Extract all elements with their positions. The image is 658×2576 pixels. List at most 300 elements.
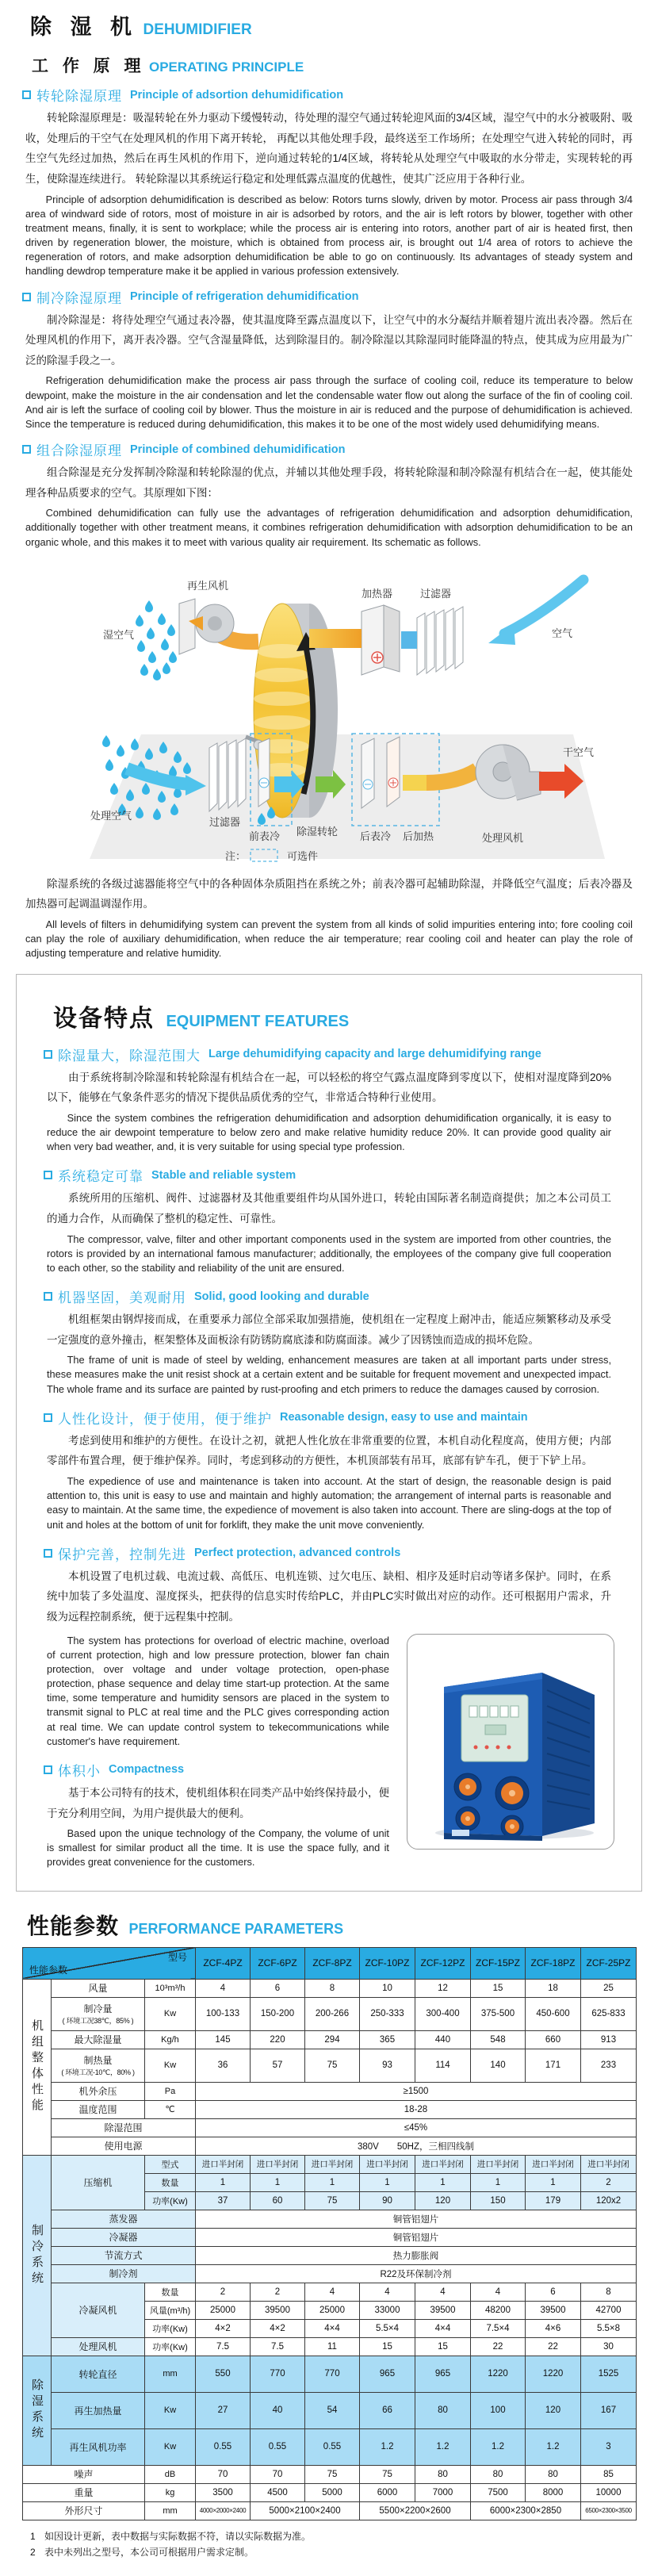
table-cell: 380V 50HZ，三相四线制 bbox=[196, 2137, 637, 2155]
label-filter-bottom: 过滤器 bbox=[209, 815, 241, 828]
air-inlet-arrow-icon bbox=[504, 580, 583, 634]
label-heater: 加热器 bbox=[362, 587, 393, 600]
paragraph-en: Combined dehumidification can fully use the advantages of refrigeration dehumidification and adsorption dehumidification, additionally together with other treatment means, it combines refrigeration dehumidification with adsorption dehumidification to be an organic whole, and this makes it to meet with various quality air requirement. Its schematic as follows. bbox=[25, 507, 633, 548]
table-cell: 0.55 bbox=[251, 2428, 305, 2465]
square-bullet-icon bbox=[44, 1171, 52, 1179]
feature-title-cn: 系统稳定可靠 bbox=[58, 1169, 143, 1185]
section-title-en: Principle of adsortion dehumidification bbox=[130, 88, 344, 102]
table-cell: 93 bbox=[360, 2049, 415, 2082]
dehumidification-schematic bbox=[54, 556, 636, 871]
table-cell: 节流方式 bbox=[52, 2246, 196, 2264]
table-cell: 风量 bbox=[52, 1979, 145, 1997]
table-cell: 5000×2100×2400 bbox=[251, 2501, 360, 2520]
table-cell: 27 bbox=[196, 2392, 251, 2428]
table-cell: 1 bbox=[471, 2173, 526, 2191]
table-cell: 7.5 bbox=[251, 2337, 305, 2356]
filter-top-icon bbox=[417, 607, 463, 675]
table-cell: 22 bbox=[471, 2337, 526, 2356]
table-cell: 120 bbox=[526, 2392, 581, 2428]
features-heading bbox=[53, 999, 614, 1033]
label-rear-cooling: 后表冷 bbox=[360, 830, 392, 842]
table-cell: 0.55 bbox=[305, 2428, 360, 2465]
table-cell: 12 bbox=[415, 1979, 471, 1997]
product-photo-frame bbox=[407, 1634, 614, 1850]
feature-solid bbox=[44, 1286, 614, 1397]
table-cell: 75 bbox=[305, 2191, 360, 2210]
table-cell: 噪声 bbox=[23, 2465, 145, 2483]
dehumidifier-unit-image bbox=[415, 1643, 606, 1841]
table-cell: 770 bbox=[251, 2356, 305, 2392]
table-cell: 1220 bbox=[471, 2356, 526, 2392]
table-cell: 4×4 bbox=[415, 2319, 471, 2337]
table-cell: Pa bbox=[145, 2082, 196, 2100]
table-cell: 4500 bbox=[251, 2483, 305, 2501]
table-cell: 热力膨胀阀 bbox=[196, 2246, 637, 2264]
table-cell: 转轮直径 bbox=[52, 2356, 145, 2392]
equipment-features-box bbox=[16, 974, 642, 1892]
table-cell: 8 bbox=[581, 2283, 637, 2301]
table-cell: 7000 bbox=[415, 2483, 471, 2501]
corner-params-label: 性能参数 bbox=[29, 1964, 68, 1976]
table-cell: 25000 bbox=[305, 2301, 360, 2319]
table-cell: 25 bbox=[581, 1979, 637, 1997]
footnote bbox=[30, 2544, 636, 2560]
table-cell: 48200 bbox=[471, 2301, 526, 2319]
table-cell: 4×6 bbox=[526, 2319, 581, 2337]
table-cell: 625-833 bbox=[581, 1997, 637, 2030]
table-cell: 300-400 bbox=[415, 1997, 471, 2030]
table-cell: 18 bbox=[526, 1979, 581, 1997]
table-cell: 965 bbox=[360, 2356, 415, 2392]
table-cell: 1.2 bbox=[471, 2428, 526, 2465]
table-cell: 548 bbox=[471, 2030, 526, 2049]
table-cell: 3 bbox=[581, 2428, 637, 2465]
table-cell: 120 bbox=[415, 2191, 471, 2210]
table-cell: 7.5×4 bbox=[471, 2319, 526, 2337]
page-title bbox=[30, 10, 636, 40]
square-bullet-icon bbox=[44, 1292, 52, 1301]
table-cell: 10³m³/h bbox=[145, 1979, 196, 1997]
table-row bbox=[23, 2118, 637, 2137]
table-cell: 进口半封闭 bbox=[305, 2155, 360, 2173]
table-cell: 171 bbox=[526, 2049, 581, 2082]
section-title-cn: 组合除湿原理 bbox=[36, 443, 122, 459]
table-cell: 4 bbox=[471, 2283, 526, 2301]
table-cell: 3500 bbox=[196, 2483, 251, 2501]
table-cell: 70 bbox=[251, 2465, 305, 2483]
feature-body-cn: 系统所用的压缩机、阀件、过滤器材及其他重要组件均从国外进口，转轮由国际著名制造商提供；加之本公司员工的通力合作，从而确保了整机的稳定性、可靠性。 bbox=[47, 1192, 611, 1225]
table-row bbox=[23, 2228, 637, 2246]
table-cell: 39500 bbox=[526, 2301, 581, 2319]
table-cell: 2 bbox=[251, 2283, 305, 2301]
table-cell: 数量 bbox=[145, 2283, 196, 2301]
table-cell: 36 bbox=[196, 2049, 251, 2082]
feature-title-cn: 体积小 bbox=[58, 1763, 101, 1779]
table-cell: 15 bbox=[471, 1979, 526, 1997]
table-cell: 使用电源 bbox=[52, 2137, 196, 2155]
table-cell: ≤45% bbox=[196, 2118, 637, 2137]
operating-principle-heading bbox=[32, 53, 636, 77]
table-cell: 80 bbox=[526, 2465, 581, 2483]
feature-title-en: Compactness bbox=[109, 1763, 185, 1777]
table-cell: 114 bbox=[415, 2049, 471, 2082]
footnote-number: 1 bbox=[30, 2530, 36, 2542]
table-row bbox=[23, 2049, 637, 2082]
feature-title-en: Reasonable design, easy to use and maintain bbox=[280, 1411, 528, 1424]
table-cell: 75 bbox=[305, 2465, 360, 2483]
feature-title-en: Large dehumidifying capacity and large dehumidifying range bbox=[208, 1048, 541, 1061]
model-column-header: ZCF-6PZ bbox=[251, 1947, 305, 1979]
note-label: 注： bbox=[225, 849, 247, 862]
table-cell: 1 bbox=[415, 2173, 471, 2191]
table-cell: 4 bbox=[415, 2283, 471, 2301]
table-cell: 15 bbox=[360, 2337, 415, 2356]
table-cell: kg bbox=[145, 2483, 196, 2501]
table-cell: 1.2 bbox=[526, 2428, 581, 2465]
table-cell: 4×4 bbox=[305, 2319, 360, 2337]
table-cell: 37 bbox=[196, 2191, 251, 2210]
model-column-header: ZCF-12PZ bbox=[415, 1947, 471, 1979]
feature-title-en: Stable and reliable system bbox=[151, 1168, 296, 1182]
table-cell: 6000 bbox=[360, 2483, 415, 2501]
label-rear-heating: 后加热 bbox=[403, 830, 434, 842]
table-cell: 39500 bbox=[415, 2301, 471, 2319]
table-cell: 54 bbox=[305, 2392, 360, 2428]
table-row bbox=[23, 2356, 637, 2392]
table-header-row bbox=[23, 1947, 637, 1979]
feature-body-en: The frame of unit is made of steel by welding, enhancement measures are taken at all important parts under stress, these measures make the unit resist shock at a certain extent and be suitable for frequent movement and unexpected impact. The whole frame and its surface are painted by rust-proofing and etch primers to reduce the damages caused by corrosion. bbox=[47, 1354, 611, 1395]
performance-heading-en: PERFORMANCE PARAMETERS bbox=[128, 1920, 344, 1937]
table-cell: 40 bbox=[251, 2392, 305, 2428]
operating-principle-en: OPERATING PRINCIPLE bbox=[148, 59, 304, 75]
table-cell: 再生风机功率 bbox=[52, 2428, 145, 2465]
feature-title-cn: 除湿量大，除湿范围大 bbox=[58, 1048, 201, 1064]
table-cell: 5000 bbox=[305, 2483, 360, 2501]
table-cell: Kw bbox=[145, 2392, 196, 2428]
table-cell: 2 bbox=[196, 2283, 251, 2301]
table-cell: 25000 bbox=[196, 2301, 251, 2319]
table-cell: 450-600 bbox=[526, 1997, 581, 2030]
table-cell: 4 bbox=[360, 2283, 415, 2301]
table-cell: 1 bbox=[360, 2173, 415, 2191]
table-cell: 6500×2300×3500 bbox=[581, 2501, 637, 2520]
table-cell: 1 bbox=[526, 2173, 581, 2191]
table-cell: 处理风机 bbox=[52, 2337, 145, 2356]
table-cell: 145 bbox=[196, 2030, 251, 2049]
table-cell: 80 bbox=[415, 2392, 471, 2428]
table-cell: Kw bbox=[145, 2049, 196, 2082]
table-cell: 75 bbox=[305, 2049, 360, 2082]
feature-body-cn: 基于本公司特有的技术，使机组体积在同类产品中始终保持最小，便于充分利用空间，为用户提供最大的便利。 bbox=[47, 1786, 389, 1819]
square-bullet-icon bbox=[44, 1050, 52, 1059]
table-cell: 60 bbox=[251, 2191, 305, 2210]
table-cell: 42700 bbox=[581, 2301, 637, 2319]
table-cell: 85 bbox=[581, 2465, 637, 2483]
table-row bbox=[23, 2483, 637, 2501]
feature-body-en: The expedience of use and maintenance is taken into account. At the start of design, the reasonable design is paid attention to, this unit is easy to use and maintain and highly automation; the arrangement of internal parts is reasonable and easy to maintain. At the same time, the expedience of movement is also taken into account. There are sling-dogs at the top of unit and holes at the bottom of unit for forklift, they make the unit move conveniently. bbox=[47, 1475, 611, 1531]
table-cell: 1525 bbox=[581, 2356, 637, 2392]
section-title-cn: 制冷除湿原理 bbox=[36, 290, 122, 306]
table-cell: mm bbox=[145, 2356, 196, 2392]
table-cell: 6000×2300×2850 bbox=[471, 2501, 581, 2520]
table-cell: 最大除湿量 bbox=[52, 2030, 145, 2049]
table-cell: 温度范围 bbox=[52, 2100, 145, 2118]
schematic-svg bbox=[54, 556, 609, 867]
table-cell: 57 bbox=[251, 2049, 305, 2082]
table-row bbox=[23, 2392, 637, 2428]
table-cell: 7.5 bbox=[196, 2337, 251, 2356]
features-heading-cn: 设备特点 bbox=[53, 1005, 155, 1032]
table-cell: 5.5×4 bbox=[360, 2319, 415, 2337]
table-cell: 铜管铝翅片 bbox=[196, 2210, 637, 2228]
model-column-header: ZCF-15PZ bbox=[471, 1947, 526, 1979]
paragraph-en: Principle of adsorption dehumidification is described as below: Rotors turns slowly, driven by motor. Process air pass through 3/4 area of windward side of rotors, most of moisture in air is adsorbed by rotors, and the air is left rotors by blower, together with other treatment means, finally, it is sent to workplace; while the process air is entering into rotors, another part of air is heated first, then driven by regeneration blower, the moisture, which is obtained from process air, is brought out 1/4 area of rotors to achieve the regeneration of rotors, and make adsorption dehumidification be able to go on continuously. Its advantages of steady system and handling dewdrop temperature make it be applied in various profession extensively. bbox=[25, 193, 633, 278]
table-cell: ℃ bbox=[145, 2100, 196, 2118]
table-row bbox=[23, 2155, 637, 2173]
label-air: 空气 bbox=[552, 627, 573, 639]
table-row bbox=[23, 2082, 637, 2100]
table-cell: 4 bbox=[196, 1979, 251, 1997]
table-row bbox=[23, 2501, 637, 2520]
table-row bbox=[23, 2337, 637, 2356]
table-cell: 2 bbox=[581, 2173, 637, 2191]
table-cell: 8 bbox=[305, 1979, 360, 1997]
performance-heading bbox=[27, 1909, 636, 1941]
table-cell: 100-133 bbox=[196, 1997, 251, 2030]
table-row bbox=[23, 2137, 637, 2155]
feature-title-en: Perfect protection, advanced controls bbox=[194, 1547, 401, 1560]
table-cell: 进口半封闭 bbox=[360, 2155, 415, 2173]
label-wet-air: 湿空气 bbox=[103, 628, 135, 641]
table-cell: 167 bbox=[581, 2392, 637, 2428]
paragraph-cn: 制冷除湿是：将待处理空气通过表冷器，使其温度降至露点温度以下，让空气中的水分凝结并顺着翅片流出表冷器。然后在处理风机的作用下，离开表冷器。空气含湿量降低，达到除湿目的。制冷除湿以其除湿同时能降温的特点，使其成为应用最为广泛的除湿手段之一。 bbox=[25, 313, 633, 366]
table-cell: 外形尺寸 bbox=[23, 2501, 145, 2520]
square-bullet-icon bbox=[44, 1765, 52, 1774]
table-cell: 140 bbox=[471, 2049, 526, 2082]
performance-table-body bbox=[23, 1979, 637, 2520]
table-row bbox=[23, 2428, 637, 2465]
table-cell: 75 bbox=[360, 2465, 415, 2483]
section-header-refrigeration bbox=[22, 287, 636, 307]
square-bullet-icon bbox=[22, 90, 31, 99]
table-cell: 制冷系统 bbox=[23, 2155, 52, 2356]
wet-air-droplets bbox=[136, 600, 177, 680]
table-cell: 4 bbox=[305, 2283, 360, 2301]
table-cell: 制冷剂 bbox=[52, 2264, 196, 2283]
feature-body-en: The system has protections for overload of electric machine, overload of current protection, high and low pressure protection, blower fan chain protection, over voltage and under voltage protection, open-phase protection, phase sequence and delay time start-up protection. At the same time, some temperature and humidity sensors are placed in the system to transmit signal to PLC at real time and the PLC gives corresponding action at real time. We can update control system to tekecommunications while customer's have requirement. bbox=[47, 1634, 389, 1747]
table-row bbox=[23, 2030, 637, 2049]
table-cell: 70 bbox=[196, 2465, 251, 2483]
table-cell: 294 bbox=[305, 2030, 360, 2049]
feature-body-cn: 本机设置了电机过载、电流过载、高低压、电机连锁、过欠电压、缺相、相序及延时启动等诸多保护。同时，在系统中加装了多处温度、湿度探头，把获得的信息实时传给PLC，并由PLC实时做出对应的动作。还可根据用户需求，升级为远程控制系统，便于远程集中控制。 bbox=[47, 1570, 611, 1623]
feature-title-cn: 人性化设计，便于使用，便于维护 bbox=[58, 1411, 272, 1427]
table-cell: Kw bbox=[145, 1997, 196, 2030]
note-optional-label: 可选件 bbox=[287, 849, 319, 862]
feature-body-cn: 由于系统将制冷除湿和转轮除湿有机结合在一起，可以轻松的将空气露点温度降到零度以下，使相对湿度降到20%以下，能够在气象条件恶劣的情况下提供品质优秀的空气，非常适合特种行业使用。 bbox=[47, 1071, 611, 1104]
table-cell: 风量(m³/h) bbox=[145, 2301, 196, 2319]
feature-stable bbox=[44, 1165, 614, 1275]
feature-body-en: The compressor, valve, filter and other important components used in the system are imported from other countries, the rotors is provided by an international famous manufacturer; additionally, the employees of the company give full cooperation to each other, so the stability and reliability of the unit are ensured. bbox=[47, 1232, 611, 1274]
model-column-header: ZCF-8PZ bbox=[305, 1947, 360, 1979]
table-cell: 进口半封闭 bbox=[471, 2155, 526, 2173]
table-cell: 铜管铝翅片 bbox=[196, 2228, 637, 2246]
footnote-text: 如因设计更新，表中数据与实际数据不符，请以实际数据为准。 bbox=[44, 2530, 312, 2542]
table-cell: 10 bbox=[360, 1979, 415, 1997]
table-corner-cell bbox=[23, 1947, 196, 1979]
table-cell: 33000 bbox=[360, 2301, 415, 2319]
model-column-header: ZCF-18PZ bbox=[526, 1947, 581, 1979]
table-cell: 1220 bbox=[526, 2356, 581, 2392]
page-title-en: DEHUMIDIFIER bbox=[143, 21, 252, 38]
table-cell: 1.2 bbox=[360, 2428, 415, 2465]
section-title-cn: 转轮除湿原理 bbox=[36, 89, 122, 104]
feature-body-cn: 考虑到使用和维护的方便性。在设计之初，就把人性化放在非常重要的位置，本机自动化程度高，使用方便；内部零部件布置合理，便于维护保养。同时，考虑到移动的方便性，本机顶部装有吊耳，底部有铲车孔，便于下铲上吊。 bbox=[47, 1434, 611, 1467]
table-cell: 5500×2200×2600 bbox=[360, 2501, 471, 2520]
performance-table bbox=[22, 1947, 637, 2520]
features-heading-en: EQUIPMENT FEATURES bbox=[166, 1012, 350, 1030]
table-cell: 再生加热量 bbox=[52, 2392, 145, 2428]
table-cell: Kw bbox=[145, 2428, 196, 2465]
label-filter-top: 过滤器 bbox=[420, 587, 452, 600]
table-cell: 8000 bbox=[526, 2483, 581, 2501]
page-title-cn: 除 湿 机 bbox=[30, 15, 139, 39]
section-header-combined bbox=[22, 439, 636, 459]
feature-capacity bbox=[44, 1045, 614, 1155]
table-cell: 5.5×8 bbox=[581, 2319, 637, 2337]
table-cell: mm bbox=[145, 2501, 196, 2520]
paragraph-en: Refrigeration dehumidification make the process air pass through the surface of cooling coil, reduce its temperature to below dewpoint, make the moisture in the air condensation and let the condensable water flow out along the surface of the fin of cooling coil. And air is left the surface of cooling coil by blower. Thus the moisture in air is reduced and the purpose of dehumidification is achieved. Since the temperature is reduced during dehumidification, this makes it to be one of the most widely used dehumidifying means. bbox=[25, 374, 633, 430]
table-cell: 1 bbox=[305, 2173, 360, 2191]
table-cell: 蒸发器 bbox=[52, 2210, 196, 2228]
table-row bbox=[23, 2264, 637, 2283]
table-row bbox=[23, 1979, 637, 1997]
model-column-header: ZCF-4PZ bbox=[196, 1947, 251, 1979]
feature-body-en: Since the system combines the refrigeration dehumidification and adsorption dehumidification organically, it is easy to reduce the air dewpoint temperature to below zero and make relative humidity reduce 20%. It can provide good quality air when very bad weather, and, it is very suitable for using special type profession. bbox=[47, 1111, 611, 1153]
table-cell: 10000 bbox=[581, 2483, 637, 2501]
table-cell: 11 bbox=[305, 2337, 360, 2356]
performance-heading-cn: 性能参数 bbox=[27, 1913, 120, 1938]
section-title-en: Principle of refrigeration dehumidification bbox=[130, 290, 359, 303]
label-dry-air: 干空气 bbox=[563, 746, 595, 758]
feature-protection bbox=[44, 1543, 614, 1876]
table-cell: Kg/h bbox=[145, 2030, 196, 2049]
feature-title-cn: 保护完善，控制先进 bbox=[58, 1547, 186, 1562]
table-cell: 4000×2000×2400 bbox=[196, 2501, 251, 2520]
label-process-air: 处理空气 bbox=[90, 809, 132, 822]
table-cell: 进口半封闭 bbox=[581, 2155, 637, 2173]
table-cell: 250-333 bbox=[360, 1997, 415, 2030]
table-cell: 30 bbox=[581, 2337, 637, 2356]
model-column-header: ZCF-25PZ bbox=[581, 1947, 637, 1979]
table-cell: 375-500 bbox=[471, 1997, 526, 2030]
table-cell: 66 bbox=[360, 2392, 415, 2428]
table-cell: 冷凝风机 bbox=[52, 2283, 145, 2337]
table-cell: 功率(Kw) bbox=[145, 2319, 196, 2337]
feature-compactness bbox=[44, 1760, 392, 1870]
table-row bbox=[23, 2465, 637, 2483]
heater-icon bbox=[362, 605, 400, 675]
table-cell: 6 bbox=[526, 2283, 581, 2301]
table-cell: 6 bbox=[251, 1979, 305, 1997]
square-bullet-icon bbox=[22, 445, 31, 454]
label-process-fan: 处理风机 bbox=[482, 831, 524, 844]
table-cell: 440 bbox=[415, 2030, 471, 2049]
square-bullet-icon bbox=[44, 1413, 52, 1422]
table-cell: 重量 bbox=[23, 2483, 145, 2501]
table-cell: 1 bbox=[196, 2173, 251, 2191]
table-row bbox=[23, 1997, 637, 2030]
table-cell: 220 bbox=[251, 2030, 305, 2049]
table-cell: 制热量 ( 环境工况-10℃，80% ) bbox=[52, 2049, 145, 2082]
table-cell: 进口半封闭 bbox=[415, 2155, 471, 2173]
table-cell: 150-200 bbox=[251, 1997, 305, 2030]
table-cell: 0.55 bbox=[196, 2428, 251, 2465]
table-row bbox=[23, 2210, 637, 2228]
table-cell: 22 bbox=[526, 2337, 581, 2356]
table-cell: 913 bbox=[581, 2030, 637, 2049]
feature-title-en: Solid, good looking and durable bbox=[194, 1290, 369, 1303]
table-cell: 功率(Kw) bbox=[145, 2191, 196, 2210]
regeneration-air-path bbox=[103, 580, 583, 680]
table-cell: 7500 bbox=[471, 2483, 526, 2501]
footnote bbox=[30, 2528, 636, 2544]
table-cell: 进口半封闭 bbox=[526, 2155, 581, 2173]
paragraph-cn: 组合除湿是充分发挥制冷除湿和转轮除湿的优点，并辅以其他处理手段，将转轮除湿和制冷除湿有机结合在一起，使其能处理各种品质要求的空气。其原理如下图： bbox=[25, 466, 633, 499]
table-cell: 冷凝器 bbox=[52, 2228, 196, 2246]
footnote-text: 表中未列出之型号，本公司可根据用户需求定制。 bbox=[44, 2547, 254, 2559]
table-cell: 型式 bbox=[145, 2155, 196, 2173]
table-cell: 除湿系统 bbox=[23, 2356, 52, 2465]
table-cell: 功率(Kw) bbox=[145, 2337, 196, 2356]
model-column-header: ZCF-10PZ bbox=[360, 1947, 415, 1979]
operating-principle-cn: 工 作 原 理 bbox=[32, 57, 146, 75]
table-cell: 965 bbox=[415, 2356, 471, 2392]
label-regen-fan: 再生风机 bbox=[187, 579, 229, 592]
section-header-adsorption bbox=[22, 85, 636, 105]
table-cell: 进口半封闭 bbox=[196, 2155, 251, 2173]
table-cell: 机外余压 bbox=[52, 2082, 145, 2100]
table-cell: 120x2 bbox=[581, 2191, 637, 2210]
square-bullet-icon bbox=[22, 293, 31, 301]
table-cell: 压缩机 bbox=[52, 2155, 145, 2210]
table-cell: dB bbox=[145, 2465, 196, 2483]
table-cell: 660 bbox=[526, 2030, 581, 2049]
table-cell: 150 bbox=[471, 2191, 526, 2210]
table-footnotes bbox=[30, 2528, 636, 2561]
table-cell: R22及环保制冷剂 bbox=[196, 2264, 637, 2283]
table-cell: 90 bbox=[360, 2191, 415, 2210]
feature-body-cn: 机组框架由钢焊接而成，在重要承力部位全部采取加强措施，使机组在一定程度上耐冲击，能适应频繁移动及承受一定强度的意外撞击，框架整体及面板涂有防锈防腐底漆和防腐面漆。减少了因锈蚀而造成的损坏危险。 bbox=[47, 1313, 611, 1346]
corner-model-label: 型号 bbox=[167, 1951, 187, 1963]
closing-paragraph-cn: 除湿系统的各级过滤器能将空气中的各种固体杂质阻挡在系统之外；前表冷器可起辅助除湿，并降低空气温度；后表冷器及加热器可起调温调湿作用。 bbox=[25, 877, 633, 910]
table-cell: 179 bbox=[526, 2191, 581, 2210]
table-cell: 365 bbox=[360, 2030, 415, 2049]
table-cell: 39500 bbox=[251, 2301, 305, 2319]
table-cell: 80 bbox=[415, 2465, 471, 2483]
table-cell: 4×2 bbox=[196, 2319, 251, 2337]
table-cell: 15 bbox=[415, 2337, 471, 2356]
section-title-en: Principle of combined dehumidification bbox=[130, 443, 346, 456]
table-cell: 数量 bbox=[145, 2173, 196, 2191]
table-row bbox=[23, 2283, 637, 2301]
table-row bbox=[23, 2100, 637, 2118]
table-cell: ≥1500 bbox=[196, 2082, 637, 2100]
paragraph-cn: 转轮除湿原理是：吸湿转轮在外力驱动下缓慢转动，待处理的湿空气通过转轮迎风面的3/4区域，湿空气中的水分被吸附、吸收，处理后的干空气在处理风机的作用下离开转轮， 再配以其他处理手段，最终送至工作场所；在处理空气进入转轮的同时，再生空气先经过加热，然后在再生风机的作用下，逆向通过转轮的1/4区域，将转轮从处理空气中吸取的水分带走，实现转轮的再生，使除湿连续进行。 转轮除湿以其系统运行稳定和处理低露点温度的优越性，使其广泛应用于各种行业。 bbox=[25, 112, 633, 185]
feature-reasonable-design bbox=[44, 1408, 614, 1532]
table-cell: 100 bbox=[471, 2392, 526, 2428]
table-row bbox=[23, 2246, 637, 2264]
table-cell: 1 bbox=[251, 2173, 305, 2191]
